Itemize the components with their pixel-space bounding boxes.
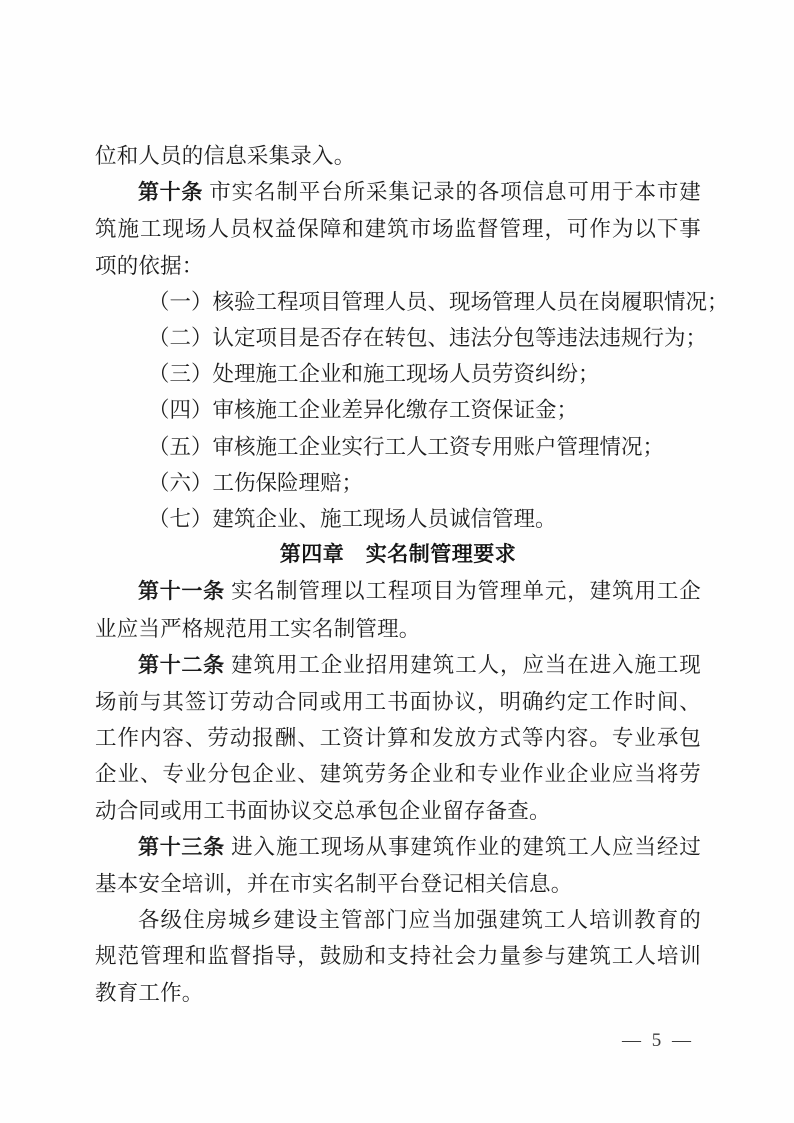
page-number: — 5 —	[622, 1030, 694, 1051]
article-13-paragraph-2-text: 各级住房城乡建设主管部门应当加强建筑工人培训教育的规范管理和监督指导，鼓励和支持社会力量参与建筑工人培训教育工作。	[95, 908, 701, 1005]
list-item: （三）处理施工企业和施工现场人员劳资纠纷；	[148, 362, 600, 387]
list-item: （五）审核施工企业实行工人工资专用账户管理情况；	[148, 434, 665, 459]
list-item: （六）工伤保险理赔；	[148, 470, 364, 495]
article-13-paragraph	[95, 829, 701, 902]
article-10-paragraph	[95, 174, 701, 284]
article-10-marker: 第十条	[138, 181, 204, 205]
article-11-marker: 第十一条	[138, 580, 225, 604]
article-13-text: 进入施工现场从事建筑作业的建筑工人应当经过基本安全培训，并在市实名制平台登记相关信息。	[95, 834, 702, 897]
document-body	[95, 138, 729, 1011]
continued-paragraph	[95, 138, 701, 174]
article-11-text: 实名制管理以工程项目为管理单元，建筑用工企业应当严格规范用工实名制管理。	[95, 579, 702, 641]
list-item: （七）建筑企业、施工现场人员诚信管理。	[148, 507, 557, 532]
article-12-marker: 第十二条	[138, 653, 225, 677]
list-item: （二）认定项目是否存在转包、违法分包等违法违规行为；	[148, 326, 708, 351]
article-12-text: 建筑用工企业招用建筑工人，应当在进入施工现场前与其签订劳动合同或用工书面协议，明确约定工作时间、工作内容、劳动报酬、工资计算和发放方式等内容。专业承包企业、专业分包企业、建筑劳务企业和专业作业企业应当将劳动合同或用工书面协议交总承包企业留存备查。	[95, 652, 702, 823]
article-12-paragraph	[95, 647, 701, 829]
list-item: （四）审核施工企业差异化缴存工资保证金；	[148, 398, 579, 423]
chapter-4-heading: 第四章 实名制管理要求	[279, 543, 517, 567]
article-10-text: 市实名制平台所采集记录的各项信息可用于本市建筑施工现场人员权益保障和建筑市场监督管理，可作为以下事项的依据：	[95, 180, 701, 278]
article-13-marker: 第十三条	[138, 835, 225, 859]
article-13-paragraph-2	[95, 902, 701, 1011]
list-item: （一）核验工程项目管理人员、现场管理人员在岗履职情况；	[148, 289, 729, 314]
continued-paragraph-text: 位和人员的信息采集录入。	[95, 144, 356, 168]
article-11-paragraph	[95, 573, 701, 646]
